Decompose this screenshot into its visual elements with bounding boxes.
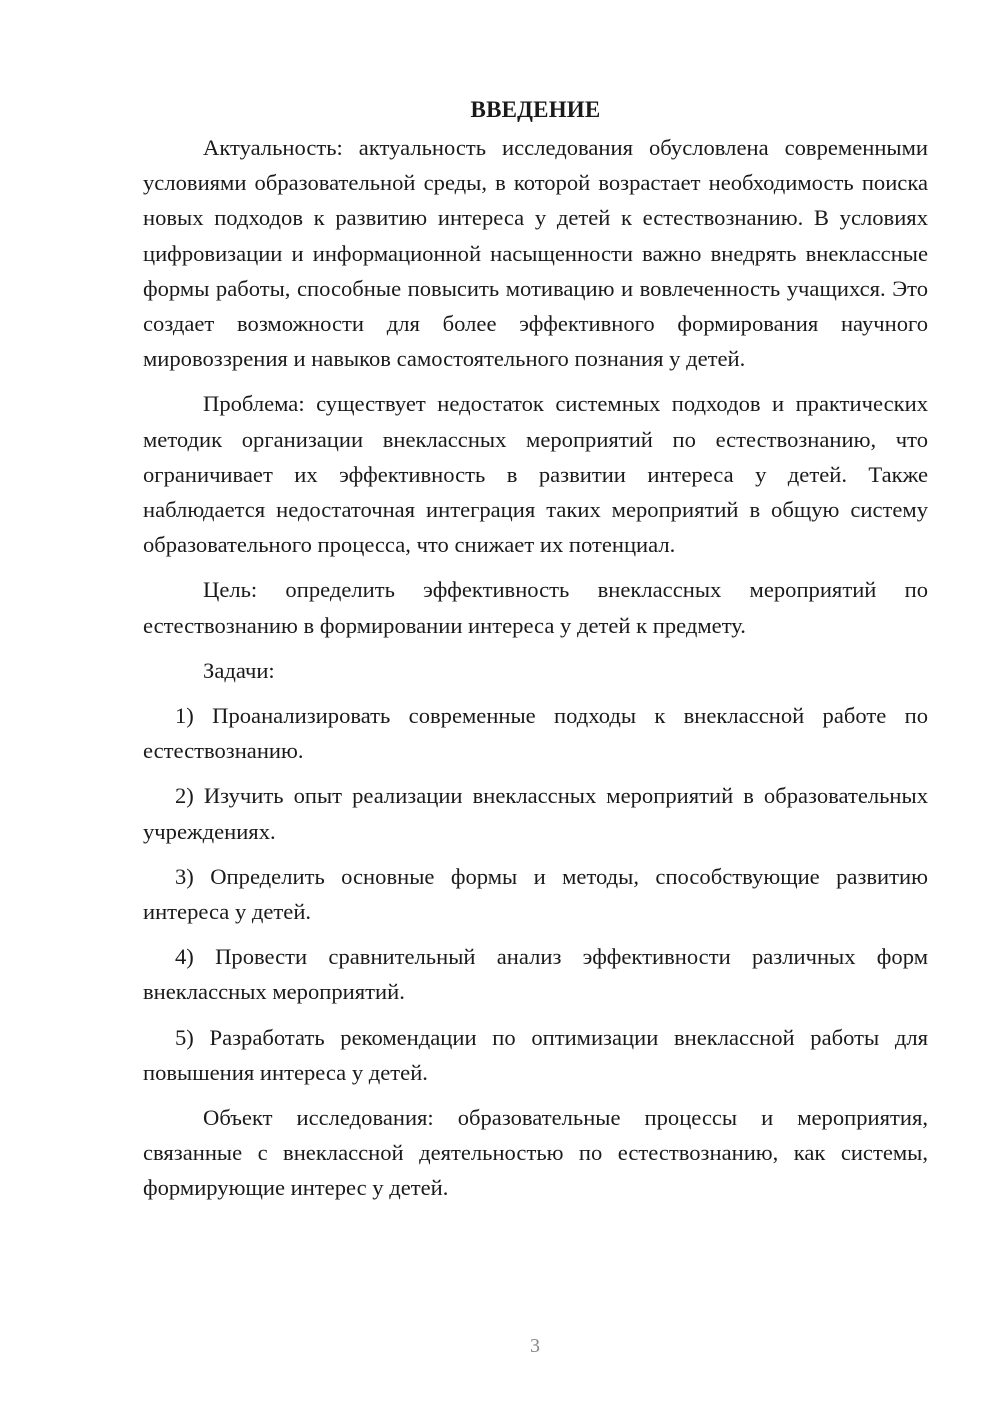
tasks-label: Задачи:: [203, 657, 275, 683]
task-item-3: 3) Определить основные формы и методы, способствующие развитию интереса у детей.: [143, 863, 928, 925]
task-item-4: 4) Провести сравнительный анализ эффективности различных форм внеклассных мероприятий.: [143, 944, 928, 1005]
document-page: [143, 92, 928, 1206]
paragraph-object: Объект исследования: образовательные процессы и мероприятия, связанные с внеклассной деятельностью по естествознанию, как системы, формирующие интерес у детей.: [143, 1105, 928, 1201]
task-item-5: 5) Разработать рекомендации по оптимизации внеклассной работы для повышения интереса у детей.: [143, 1024, 928, 1085]
page-title: ВВЕДЕНИЕ: [470, 97, 601, 122]
task-item-2: 2) Изучить опыт реализации внеклассных мероприятий в образовательных учреждениях.: [143, 783, 928, 844]
page-number: 3: [530, 1335, 540, 1357]
paragraph-problem: Проблема: существует недостаток системных подходов и практических методик организации внеклассных мероприятий по естествознанию, что ограничивает их эффективность в развитии интереса у детей. Также наблюдается недостаточная интеграция таких мероприятий в общую систему образовательного процесса, что снижает их потенциал.: [143, 391, 928, 558]
paragraph-relevance: Актуальность: актуальность исследования обусловлена современными условиями образовательной среды, в которой возрастает необходимость поиска новых подходов к развитию интереса у детей к естествознанию. В условиях цифровизации и информационной насыщенности важно внедрять внеклассные формы работы, способные повысить мотивацию и вовлеченность учащихся. Это создает возможности для более эффективного формирования научного мировоззрения и навыков самостоятельного познания у детей.: [143, 135, 928, 372]
task-item-1: 1) Проанализировать современные подходы к внеклассной работе по естествознанию.: [143, 703, 928, 764]
paragraph-goal: Цель: определить эффективность внеклассных мероприятий по естествознанию в формировании интереса у детей к предмету.: [143, 577, 928, 638]
